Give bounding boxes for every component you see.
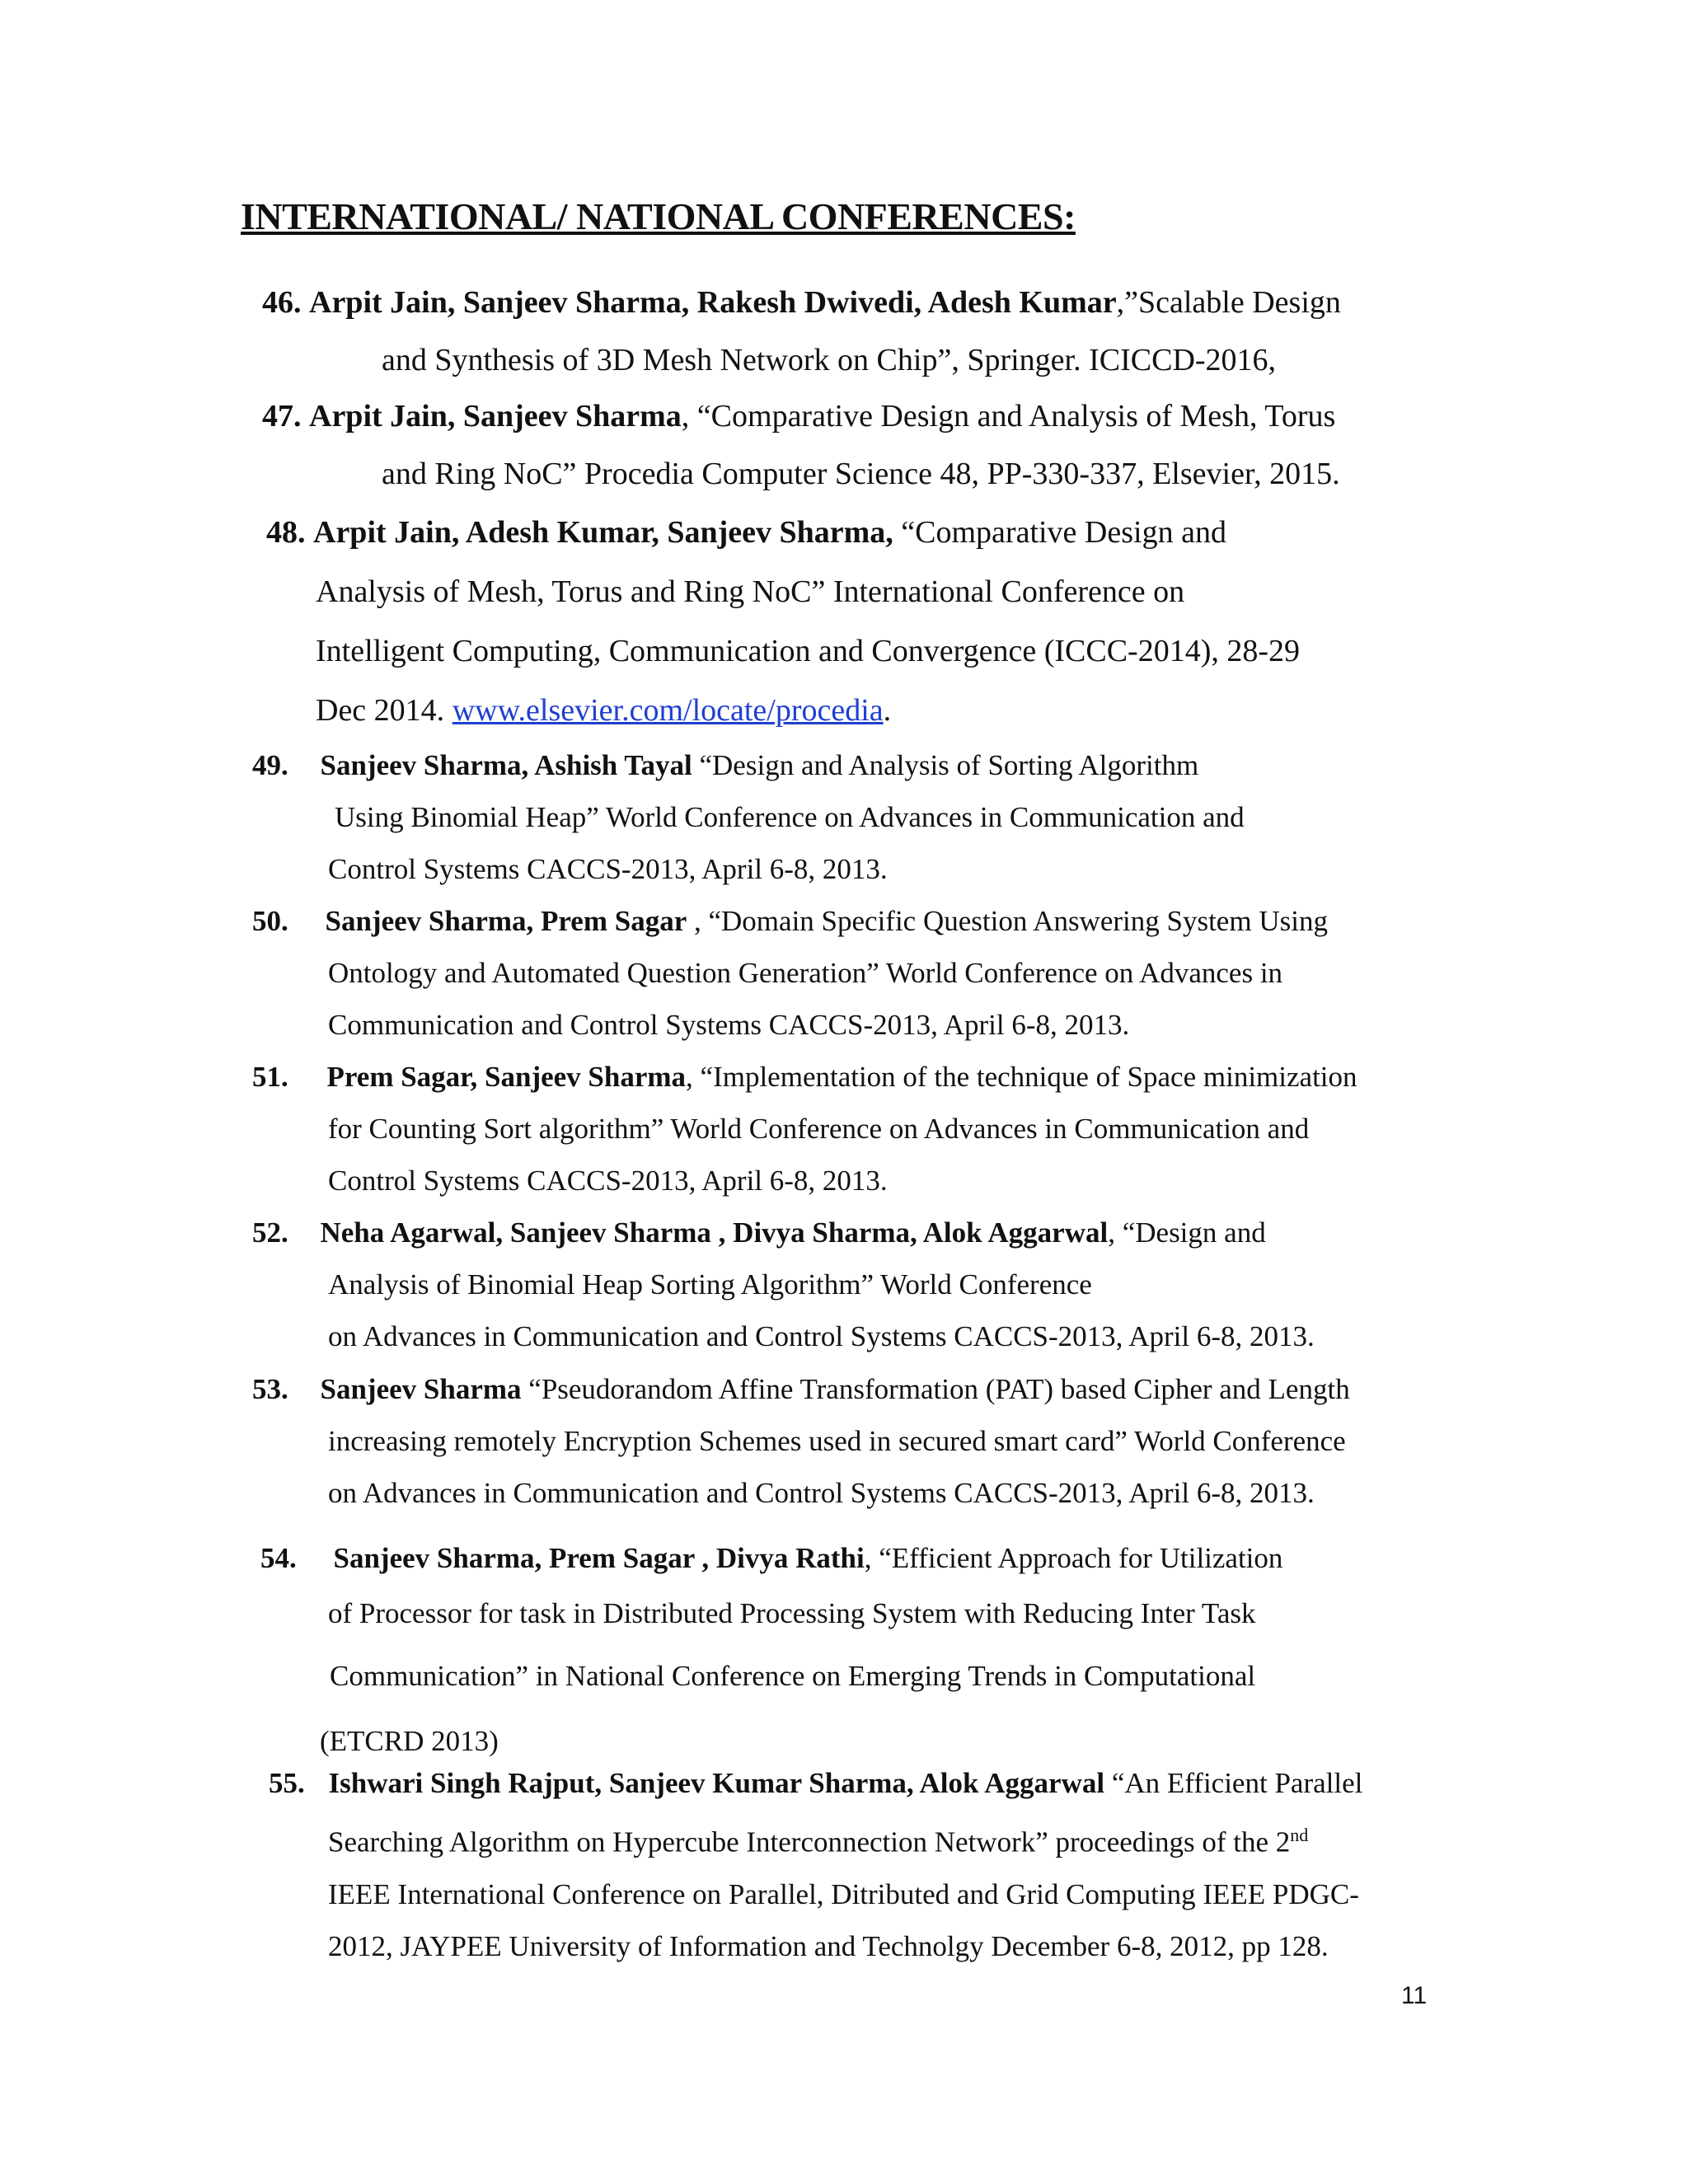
entry-line-2-text: Searching Algorithm on Hypercube Interconnection Network” proceedings of the 2 <box>328 1825 1291 1858</box>
entry-authors: Sanjeev Sharma, Prem Sagar <box>325 905 687 937</box>
entry-line-1 <box>252 1207 1434 1258</box>
entry-title: , “Comparative Design and Analysis of Mesh, Torus <box>681 399 1336 434</box>
entry-line-1 <box>252 1363 1434 1415</box>
entry-line-1 <box>269 1757 1434 1809</box>
entry-authors: Ishwari Singh Rajput, Sanjeev Kumar Sharma, Alok Aggarwal <box>328 1767 1105 1799</box>
entry-line-1 <box>266 503 1300 562</box>
entry-line-2: Ontology and Automated Question Generation” World Conference on Advances in <box>328 957 1283 989</box>
entry-line-1 <box>252 739 1423 791</box>
entry-line-3: Communication” in National Conference on Emerging Trends in Computational <box>330 1660 1256 1692</box>
entry-authors: Arpit Jain, Sanjeev Sharma, Rakesh Dwivedi, Adesh Kumar <box>309 285 1117 320</box>
entry-line-3: Control Systems CACCS-2013, April 6-8, 2013. <box>328 853 888 885</box>
entry-number: 55. <box>269 1767 305 1799</box>
conference-entry-49 <box>252 739 1423 895</box>
entry-title: , “Design and <box>1108 1216 1266 1249</box>
entry-line-1 <box>252 1051 1434 1103</box>
entry-line-2: and Ring NoC” Procedia Computer Science 48, PP-330-337, Elsevier, 2015. <box>382 457 1340 491</box>
entry-line-4: (ETCRD 2013) <box>320 1725 499 1757</box>
entry-line-2: for Counting Sort algorithm” World Conference on Advances in Communication and <box>328 1113 1310 1145</box>
entry-line-1 <box>260 1530 1434 1587</box>
entry-title: , “Efficient Approach for Utilization <box>864 1542 1283 1574</box>
entry-title: , “Domain Specific Question Answering System Using <box>687 905 1328 937</box>
entry-title: “Pseudorandom Affine Transformation (PAT) based Cipher and Length <box>521 1373 1350 1405</box>
entry-line-2: and Synthesis of 3D Mesh Network on Chip”, Springer. ICICCD-2016, <box>382 343 1277 377</box>
entry-authors: Arpit Jain, Adesh Kumar, Sanjeev Sharma, <box>313 515 893 550</box>
entry-title: ,”Scalable Design <box>1116 285 1341 320</box>
conference-entry-52 <box>252 1207 1434 1362</box>
conference-entry-47 <box>262 387 1340 503</box>
conference-entry-46 <box>262 274 1341 389</box>
entry-number: 46. <box>262 285 302 320</box>
entry-number: 47. <box>262 399 302 434</box>
conference-entry-50 <box>252 895 1434 1051</box>
entry-line-3: IEEE International Conference on Parallel, Ditributed and Grid Computing IEEE PDGC- <box>328 1877 1359 1910</box>
entry-number: 49. <box>252 749 288 781</box>
entry-number: 50. <box>252 905 288 937</box>
entry-authors: Prem Sagar, Sanjeev Sharma <box>326 1061 687 1093</box>
entry-line-3: on Advances in Communication and Control Systems CACCS-2013, April 6-8, 2013. <box>328 1477 1315 1509</box>
entry-number: 52. <box>252 1216 288 1249</box>
entry-authors: Arpit Jain, Sanjeev Sharma <box>309 399 682 434</box>
entry-authors: Sanjeev Sharma, Ashish Tayal <box>320 749 692 781</box>
entry-line-3: Communication and Control Systems CACCS-2013, April 6-8, 2013. <box>328 1009 1130 1041</box>
entry-line-1 <box>262 387 1340 445</box>
entry-number: 48. <box>266 515 306 550</box>
entry-title: “An Efficient Parallel <box>1104 1767 1363 1799</box>
entry-line-2 <box>269 1809 1434 1868</box>
entry-line-1 <box>262 274 1341 331</box>
conference-entry-54 <box>260 1530 1434 1770</box>
entry-line-3: Intelligent Computing, Communication and Convergence (ICCC-2014), 28-29 <box>316 634 1301 668</box>
entry-number: 53. <box>252 1373 288 1405</box>
conference-entry-51 <box>252 1051 1434 1207</box>
entry-title: “Design and Analysis of Sorting Algorithm <box>692 749 1199 781</box>
entry-line-1 <box>252 895 1434 947</box>
entry-date-text: Dec 2014. <box>316 693 452 728</box>
entry-line-3: on Advances in Communication and Control Systems CACCS-2013, April 6-8, 2013. <box>328 1320 1315 1352</box>
entry-line-2: Analysis of Mesh, Torus and Ring NoC” International Conference on <box>316 574 1185 609</box>
entry-line-2: increasing remotely Encryption Schemes used in secured smart card” World Conference <box>328 1425 1346 1457</box>
entry-number: 54. <box>260 1542 297 1574</box>
entry-authors: Sanjeev Sharma <box>320 1373 522 1405</box>
entry-title: “Comparative Design and <box>893 515 1226 550</box>
entry-line-4: 2012, JAYPEE University of Information and Technolgy December 6-8, 2012, pp 128. <box>328 1929 1329 1962</box>
conference-entry-53 <box>252 1363 1434 1519</box>
conference-entry-55 <box>269 1757 1434 1972</box>
page-number: 11 <box>1401 1982 1428 2009</box>
entry-line-4 <box>266 681 1300 740</box>
entry-line-2: Analysis of Binomial Heap Sorting Algorithm” World Conference <box>328 1268 1092 1301</box>
procedia-link[interactable]: www.elsevier.com/locate/procedia <box>452 693 884 728</box>
entry-line-2: Using Binomial Heap” World Conference on Advances in Communication and <box>335 801 1245 833</box>
entry-authors: Sanjeev Sharma, Prem Sagar , Divya Rathi <box>333 1542 865 1574</box>
entry-line-3: Control Systems CACCS-2013, April 6-8, 2013. <box>328 1165 888 1197</box>
entry-authors: Neha Agarwal, Sanjeev Sharma , Divya Sharma, Alok Aggarwal <box>320 1216 1109 1249</box>
entry-line-2: of Processor for task in Distributed Processing System with Reducing Inter Task <box>328 1597 1256 1629</box>
page-heading: INTERNATIONAL/ NATIONAL CONFERENCES: <box>241 195 1076 237</box>
conference-entry-48 <box>266 503 1300 740</box>
entry-period: . <box>883 693 892 728</box>
entry-title: , “Implementation of the technique of Space minimization <box>686 1061 1357 1093</box>
entry-number: 51. <box>252 1061 288 1093</box>
ordinal-suffix: nd <box>1290 1825 1309 1845</box>
